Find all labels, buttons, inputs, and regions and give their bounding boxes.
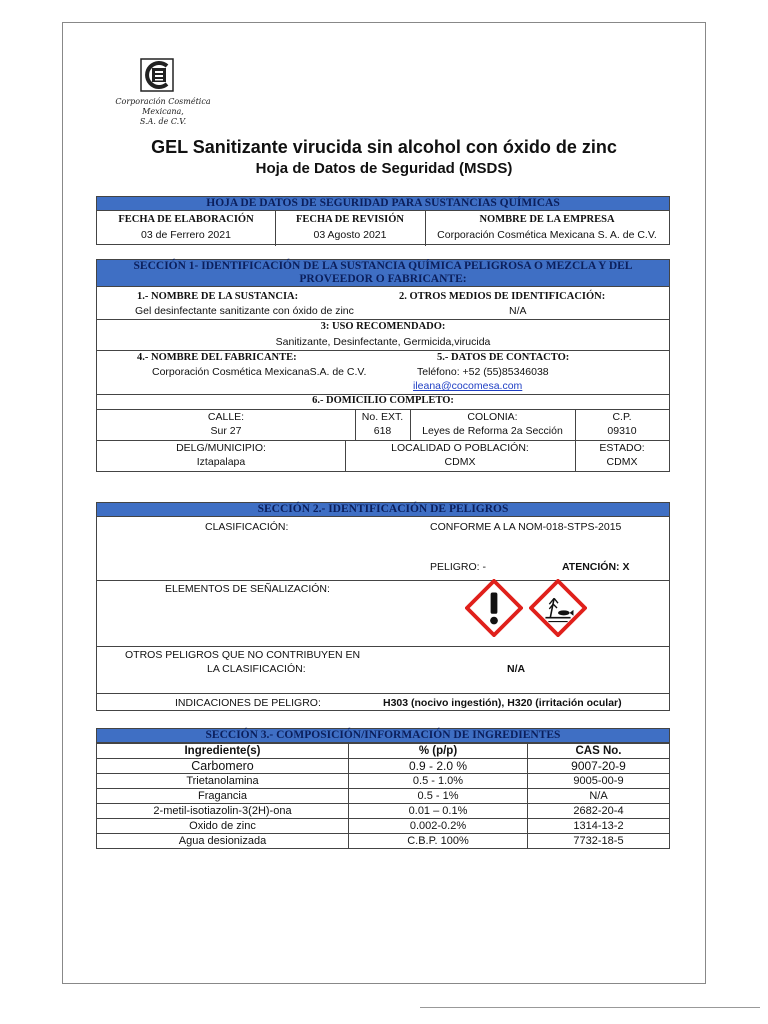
localidad-label: LOCALIDAD O POBLACIÓN:	[391, 442, 529, 454]
table-row	[97, 834, 670, 849]
email-link[interactable]: ileana@cocomesa.com	[413, 380, 523, 392]
ingredient-name: 2-metil-isotiazolin-3(2H)-ona	[97, 804, 349, 819]
estado-value: CDMX	[606, 456, 638, 468]
estado-label: ESTADO:	[599, 442, 645, 454]
ingredient-name: Carbomero	[97, 759, 349, 774]
domicilio-label: 6.- DOMICILIO COMPLETO:	[312, 395, 454, 406]
col-header-cas: CAS No.	[528, 744, 670, 759]
corp-name-line2: S.A. de C.V.	[139, 117, 187, 126]
otros-peligros-label-line1: OTROS PELIGROS QUE NO CONTRIBUYEN EN	[125, 649, 361, 661]
corporacion-cosmetica-logo	[140, 58, 174, 92]
indicaciones-value: H303 (nocivo ingestión), H320 (irritación ocular)	[383, 697, 622, 709]
col-header-porcentaje: % (p/p)	[349, 744, 528, 759]
fabricante-label: 4.- NOMBRE DEL FABRICANTE:	[137, 352, 297, 363]
otros-peligros-label-line2: LA CLASIFICACIÓN:	[207, 663, 306, 675]
telefono-value: Teléfono: +52 (55)85346038	[417, 366, 549, 378]
contacto-label: 5.- DATOS DE CONTACTO:	[437, 352, 570, 363]
noext-label: No. EXT.	[361, 411, 404, 423]
ingredient-percent: 0.9 - 2.0 %	[349, 759, 528, 774]
ingredient-cas: 2682-20-4	[528, 804, 670, 819]
section-1	[96, 259, 670, 472]
delg-value: Iztapalapa	[196, 456, 246, 468]
fecha-revision-label: FECHA DE REVISIÓN	[296, 214, 404, 225]
ingredient-name: Fragancia	[97, 789, 349, 804]
ingredient-name: Oxido de zinc	[97, 819, 349, 834]
uso-recomendado-value: Sanitizante, Desinfectante, Germicida,virucida	[275, 336, 491, 348]
section-1-band	[97, 260, 669, 287]
section-2-band: SECCIÓN 2.- IDENTIFICACIÓN DE PELIGROS	[97, 503, 669, 517]
section-2	[96, 502, 670, 711]
corporate-name-script	[102, 97, 224, 127]
nombre-sustancia-label: 1.- NOMBRE DE LA SUSTANCIA:	[137, 291, 299, 302]
section-1-band-line2: PROVEEDOR O FABRICANTE:	[299, 273, 467, 285]
elementos-senalizacion-label: ELEMENTOS DE SEÑALIZACIÓN:	[165, 583, 330, 595]
table-row	[97, 774, 670, 789]
cp-label: C.P.	[612, 411, 632, 423]
ingredient-cas: N/A	[528, 789, 670, 804]
ingredient-name: Agua desionizada	[97, 834, 349, 849]
ingredient-cas: 9007-20-9	[528, 759, 670, 774]
ingredient-cas: 1314-13-2	[528, 819, 670, 834]
atencion-value: ATENCIÓN: X	[562, 561, 630, 573]
fabricante-value: Corporación Cosmética MexicanaS.A. de C.V.	[152, 366, 367, 378]
noext-value: 618	[373, 425, 392, 437]
table-row	[97, 819, 670, 834]
localidad-value: CDMX	[444, 456, 476, 468]
conforme-nom: CONFORME A LA NOM-018-STPS-2015	[430, 521, 622, 533]
ingredient-percent: C.B.P. 100%	[349, 834, 528, 849]
fecha-elaboracion-label: FECHA DE ELABORACIÓN	[118, 214, 254, 225]
otros-medios-value: N/A	[509, 305, 527, 317]
otros-medios-label: 2. OTROS MEDIOS DE IDENTIFICACIÓN:	[399, 291, 606, 302]
empresa-label: NOMBRE DE LA EMPRESA	[479, 214, 615, 225]
section-3-band: SECCIÓN 3.- COMPOSICIÓN/INFORMACIÓN DE INGREDIENTES	[96, 728, 670, 743]
clasificacion-label: CLASIFICACIÓN:	[205, 521, 289, 533]
ingredient-cas: 9005-00-9	[528, 774, 670, 789]
scan-edge-line	[420, 1007, 760, 1008]
uso-recomendado-label: 3: USO RECOMENDADO:	[320, 321, 446, 332]
indicaciones-label: INDICACIONES DE PELIGRO:	[175, 697, 321, 709]
peligro-value: PELIGRO: -	[430, 561, 487, 573]
document-subtitle: Hoja de Datos de Seguridad (MSDS)	[255, 160, 513, 177]
delg-label: DELG/MUNICIPIO:	[176, 442, 266, 454]
exclamation-mark-pictogram	[465, 579, 523, 637]
ingredient-name: Trietanolamina	[97, 774, 349, 789]
ingredient-percent: 0.5 - 1%	[349, 789, 528, 804]
colonia-label: COLONIA:	[467, 411, 518, 423]
section-1-band-line1: SECCIÓN 1- IDENTIFICACIÓN DE LA SUSTANCIA QUÍMICA PELIGROSA O MEZCLA Y DEL	[133, 260, 633, 272]
table-row	[97, 804, 670, 819]
nombre-sustancia-value: Gel desinfectante sanitizante con óxido de zinc	[135, 305, 354, 317]
header-section	[96, 196, 670, 245]
ingredient-percent: 0.5 - 1.0%	[349, 774, 528, 789]
section-3	[96, 728, 670, 864]
calle-label: CALLE:	[207, 411, 245, 423]
ingredient-cas: 7732-18-5	[528, 834, 670, 849]
corp-name-line1: Corporación Cosmética Mexicana,	[115, 97, 211, 116]
environment-hazard-pictogram	[529, 579, 587, 637]
cp-value: 09310	[607, 425, 637, 437]
calle-value: Sur 27	[210, 425, 242, 437]
colonia-value: Leyes de Reforma 2a Sección	[422, 425, 563, 437]
fecha-elaboracion-value: 03 de Ferrero 2021	[141, 229, 231, 241]
fecha-revision-value: 03 Agosto 2021	[313, 229, 387, 241]
empresa-value: Corporación Cosmética Mexicana S. A. de C.V.	[437, 229, 657, 241]
document-title: GEL Sanitizante virucida sin alcohol con óxido de zinc	[151, 137, 617, 157]
table-row	[97, 759, 670, 774]
col-header-ingrediente: Ingrediente(s)	[97, 744, 349, 759]
ingredients-header-row	[97, 744, 670, 759]
ingredient-percent: 0.01 – 0.1%	[349, 804, 528, 819]
otros-peligros-value: N/A	[507, 663, 526, 675]
header-band: HOJA DE DATOS DE SEGURIDAD PARA SUSTANCIAS QUÍMICAS	[97, 197, 669, 211]
ingredients-table	[96, 743, 670, 849]
ingredient-percent: 0.002-0.2%	[349, 819, 528, 834]
table-row	[97, 789, 670, 804]
